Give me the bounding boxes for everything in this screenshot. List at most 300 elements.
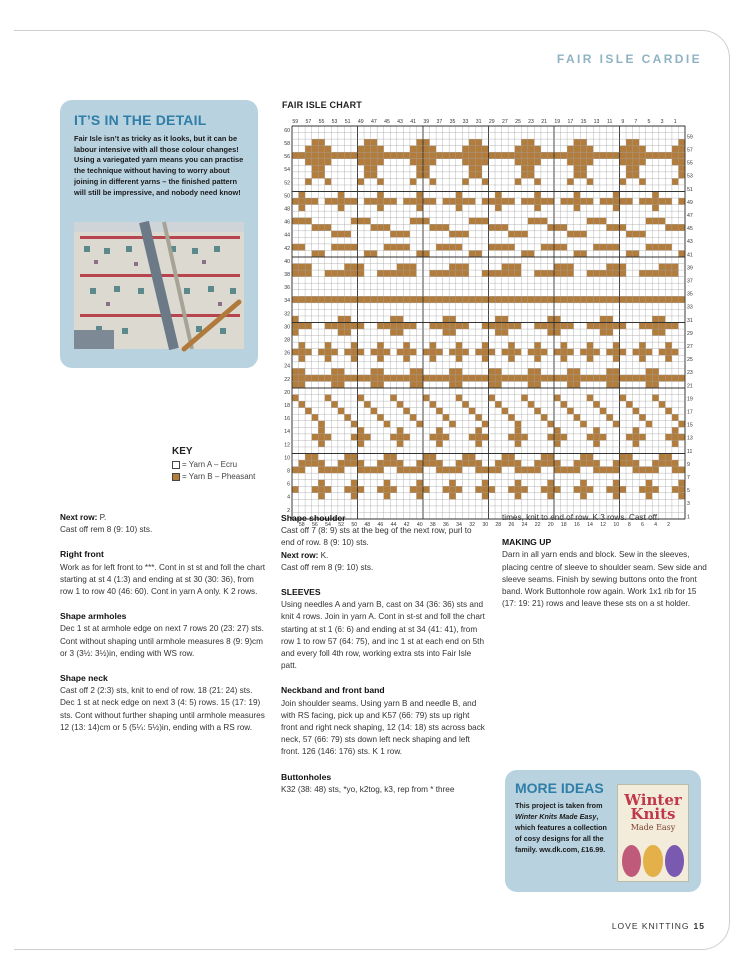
chart-stitch-b	[528, 250, 535, 257]
chart-axis-label: 55	[318, 119, 325, 125]
chart-stitch-b	[521, 159, 528, 166]
chart-axis-label: 60	[284, 127, 290, 134]
book-cover-subtitle: Made Easy	[630, 823, 676, 832]
chart-stitch-b	[672, 146, 679, 153]
chart-stitch-b	[652, 296, 659, 303]
chart-stitch-b	[521, 375, 528, 382]
key-row-yarn-a	[172, 460, 255, 469]
chart-stitch-b	[534, 152, 541, 159]
chart-stitch-b	[351, 493, 358, 500]
chart-stitch-b	[495, 316, 502, 323]
chart-stitch-b	[574, 139, 581, 146]
chart-stitch-b	[292, 296, 299, 303]
chart-stitch-b	[292, 198, 299, 205]
chart-axis-label: 4	[654, 522, 657, 528]
chart-stitch-b	[390, 152, 397, 159]
chart-axis-label: 10	[284, 455, 290, 462]
chart-stitch-b	[403, 375, 410, 382]
chart-stitch-b	[318, 296, 325, 303]
chart-stitch-b	[633, 159, 640, 166]
chart-stitch-b	[397, 460, 404, 467]
chart-stitch-b	[292, 218, 299, 225]
chart-stitch-b	[456, 342, 463, 349]
chart-stitch-b	[515, 460, 522, 467]
chart-stitch-b	[547, 152, 554, 159]
chart-stitch-b	[482, 218, 489, 225]
chart-stitch-b	[331, 368, 338, 375]
chart-axis-label: 8	[627, 522, 631, 528]
chart-stitch-b	[377, 381, 384, 388]
right-front-title: Right front	[60, 549, 104, 560]
chart-stitch-b	[633, 172, 640, 179]
chart-stitch-b	[600, 408, 607, 415]
chart-stitch-b	[508, 152, 515, 159]
chart-stitch-b	[423, 454, 430, 461]
chart-stitch-b	[456, 395, 463, 402]
chart-stitch-b	[574, 375, 581, 382]
chart-axis-label: 27	[687, 344, 693, 351]
chart-stitch-b	[331, 231, 338, 238]
chart-stitch-b	[436, 224, 443, 231]
chart-stitch-b	[462, 198, 469, 205]
chart-axis-label: 25	[515, 119, 521, 125]
chart-axis-label: 31	[687, 317, 693, 324]
chart-stitch-b	[652, 192, 659, 199]
chart-stitch-b	[580, 139, 587, 146]
chart-stitch-b	[626, 159, 633, 166]
chart-stitch-b	[567, 146, 574, 153]
chart-axis-label: 44	[390, 522, 397, 528]
chart-stitch-b	[377, 375, 384, 382]
chart-stitch-b	[521, 198, 528, 205]
chart-stitch-b	[482, 270, 489, 277]
chart-axis-label: 51	[344, 119, 351, 125]
chart-stitch-b	[613, 368, 620, 375]
chart-stitch-b	[613, 381, 620, 388]
chart-stitch-b	[606, 349, 613, 356]
chart-stitch-b	[377, 192, 384, 199]
chart-stitch-b	[331, 467, 338, 474]
chart-stitch-b	[600, 270, 607, 277]
chart-stitch-b	[403, 152, 410, 159]
chart-stitch-b	[633, 250, 640, 257]
chart-stitch-b	[423, 218, 430, 225]
chart-axis-label: 42	[284, 245, 290, 252]
chart-stitch-b	[344, 454, 351, 461]
chart-stitch-b	[371, 296, 378, 303]
chart-stitch-b	[475, 427, 482, 434]
chart-stitch-b	[456, 355, 463, 362]
chart-stitch-b	[364, 250, 371, 257]
chart-axis-label: 9	[687, 461, 690, 468]
chart-axis-label: 28	[284, 337, 290, 344]
detail-title: IT’S IN THE DETAIL	[74, 112, 207, 128]
chart-stitch-b	[469, 159, 476, 166]
chart-stitch-b	[443, 414, 450, 421]
chart-stitch-b	[338, 323, 345, 330]
chart-stitch-b	[665, 296, 672, 303]
chart-stitch-b	[351, 486, 358, 493]
chart-stitch-b	[299, 460, 306, 467]
chart-axis-label: 16	[284, 416, 290, 423]
chart-stitch-b	[443, 296, 450, 303]
chart-axis-label: 3	[660, 119, 664, 125]
chart-stitch-b	[475, 165, 482, 172]
chart-stitch-b	[292, 244, 299, 251]
chart-stitch-b	[587, 146, 594, 153]
chart-stitch-b	[416, 460, 423, 467]
chart-axis-label: 49	[687, 199, 693, 206]
chart-stitch-b	[384, 323, 391, 330]
chart-stitch-b	[338, 368, 345, 375]
chart-stitch-b	[410, 381, 417, 388]
chart-stitch-b	[593, 218, 600, 225]
chart-axis-label: 15	[580, 119, 587, 125]
chart-stitch-b	[344, 414, 351, 421]
chart-stitch-b	[449, 198, 456, 205]
chart-stitch-b	[606, 224, 613, 231]
chart-stitch-b	[495, 224, 502, 231]
chart-stitch-b	[613, 342, 620, 349]
chart-stitch-b	[312, 198, 319, 205]
chart-stitch-b	[580, 349, 587, 356]
chart-stitch-b	[541, 375, 548, 382]
chart-stitch-b	[377, 349, 384, 356]
chart-stitch-b	[574, 172, 581, 179]
chart-stitch-b	[606, 381, 613, 388]
chart-stitch-b	[672, 296, 679, 303]
chart-axis-label: 21	[687, 383, 693, 390]
chart-stitch-b	[515, 440, 522, 447]
chart-stitch-b	[665, 244, 672, 251]
chart-stitch-b	[600, 316, 607, 323]
chart-stitch-b	[672, 152, 679, 159]
chart-stitch-b	[482, 355, 489, 362]
chart-stitch-b	[462, 296, 469, 303]
chart-stitch-b	[305, 198, 312, 205]
chart-stitch-b	[397, 467, 404, 474]
chart-stitch-b	[646, 198, 653, 205]
chart-axis-label: 43	[397, 119, 403, 125]
chart-stitch-b	[325, 349, 332, 356]
chart-stitch-b	[574, 486, 581, 493]
chart-stitch-b	[325, 159, 332, 166]
chart-stitch-b	[443, 329, 450, 336]
chart-stitch-b	[626, 434, 633, 441]
chart-stitch-b	[469, 172, 476, 179]
chart-axis-label: 43	[687, 239, 693, 246]
chart-stitch-b	[534, 342, 541, 349]
chart-stitch-b	[358, 159, 365, 166]
chart-stitch-b	[390, 329, 397, 336]
chart-stitch-b	[567, 368, 574, 375]
chart-stitch-b	[541, 152, 548, 159]
chart-axis-label: 38	[284, 271, 290, 278]
chart-axis-label: 4	[287, 494, 290, 501]
chart-stitch-b	[338, 381, 345, 388]
chart-stitch-b	[344, 323, 351, 330]
chart-stitch-b	[495, 381, 502, 388]
chart-stitch-b	[351, 244, 358, 251]
chart-stitch-b	[469, 139, 476, 146]
chart-stitch-b	[430, 349, 437, 356]
chart-stitch-b	[580, 460, 587, 467]
chart-stitch-b	[358, 218, 365, 225]
more-ideas-text	[515, 800, 615, 855]
chart-stitch-b	[416, 165, 423, 172]
chart-stitch-b	[600, 434, 607, 441]
chart-axis-label: 57	[305, 119, 312, 125]
chart-stitch-b	[423, 165, 430, 172]
chart-stitch-b	[469, 296, 476, 303]
chart-stitch-b	[567, 349, 574, 356]
chart-stitch-b	[600, 198, 607, 205]
chart-stitch-b	[456, 460, 463, 467]
chart-stitch-b	[475, 375, 482, 382]
chart-stitch-b	[587, 198, 594, 205]
chart-stitch-b	[292, 323, 299, 330]
chart-stitch-b	[436, 244, 443, 251]
chart-stitch-b	[672, 224, 679, 231]
chart-stitch-b	[325, 486, 332, 493]
chart-stitch-b	[397, 440, 404, 447]
chart-stitch-b	[508, 323, 515, 330]
chart-stitch-b	[416, 152, 423, 159]
chart-stitch-b	[495, 244, 502, 251]
chart-stitch-b	[331, 244, 338, 251]
chart-stitch-b	[331, 323, 338, 330]
chart-stitch-b	[338, 408, 345, 415]
chart-stitch-b	[534, 460, 541, 467]
chart-stitch-b	[547, 323, 554, 330]
chart-stitch-b	[410, 486, 417, 493]
chart-stitch-b	[403, 355, 410, 362]
chart-stitch-b	[482, 198, 489, 205]
chart-stitch-b	[620, 198, 627, 205]
chart-axis-label: 11	[687, 448, 693, 455]
chart-stitch-b	[678, 486, 685, 493]
chart-stitch-b	[515, 480, 522, 487]
chart-stitch-b	[462, 401, 469, 408]
chart-stitch-b	[318, 493, 325, 500]
chart-stitch-b	[371, 250, 378, 257]
chart-stitch-b	[554, 395, 561, 402]
shape-shoulder-title: Shape shoulder	[281, 513, 346, 523]
chart-stitch-b	[580, 146, 587, 153]
chart-stitch-b	[587, 270, 594, 277]
chart-stitch-b	[469, 165, 476, 172]
chart-stitch-b	[410, 270, 417, 277]
chart-stitch-b	[633, 146, 640, 153]
chart-stitch-b	[620, 178, 627, 185]
chart-stitch-b	[358, 427, 365, 434]
chart-stitch-b	[436, 427, 443, 434]
chart-stitch-b	[593, 244, 600, 251]
chart-stitch-b	[639, 486, 646, 493]
chart-stitch-b	[534, 355, 541, 362]
chart-stitch-b	[567, 408, 574, 415]
chart-stitch-b	[482, 467, 489, 474]
chart-stitch-b	[449, 467, 456, 474]
chart-stitch-b	[358, 486, 365, 493]
chart-stitch-b	[364, 218, 371, 225]
chart-stitch-b	[364, 152, 371, 159]
chart-stitch-b	[299, 342, 306, 349]
chart-stitch-b	[646, 375, 653, 382]
chart-stitch-b	[495, 368, 502, 375]
chart-axis-label: 50	[351, 522, 358, 528]
chart-axis-label: 30	[284, 324, 290, 331]
chart-stitch-b	[580, 250, 587, 257]
chart-stitch-b	[338, 316, 345, 323]
chart-stitch-b	[587, 434, 594, 441]
chart-stitch-b	[292, 316, 299, 323]
key-row-yarn-b	[172, 472, 255, 481]
chart-stitch-b	[528, 375, 535, 382]
chart-stitch-b	[521, 467, 528, 474]
chart-stitch-b	[292, 349, 299, 356]
chart-stitch-b	[475, 172, 482, 179]
chart-stitch-b	[475, 152, 482, 159]
chart-axis-label: 23	[687, 370, 693, 377]
chart-axis-label: 14	[284, 429, 290, 436]
chart-stitch-b	[416, 192, 423, 199]
chart-stitch-b	[574, 192, 581, 199]
chart-stitch-b	[318, 434, 325, 441]
chart-stitch-b	[580, 296, 587, 303]
next-row-label: Next row:	[60, 513, 98, 522]
chart-stitch-b	[344, 198, 351, 205]
chart-stitch-b	[495, 270, 502, 277]
chart-stitch-b	[416, 486, 423, 493]
chart-stitch-b	[331, 401, 338, 408]
chart-stitch-b	[502, 375, 509, 382]
chart-stitch-b	[502, 264, 509, 271]
chart-stitch-b	[626, 401, 633, 408]
chart-stitch-b	[665, 460, 672, 467]
chart-stitch-b	[534, 218, 541, 225]
chart-stitch-b	[613, 244, 620, 251]
chart-stitch-b	[665, 264, 672, 271]
chart-stitch-b	[299, 381, 306, 388]
chart-axis-label: 22	[284, 376, 290, 383]
chart-stitch-b	[587, 323, 594, 330]
chart-stitch-b	[462, 270, 469, 277]
chart-stitch-b	[331, 198, 338, 205]
chart-stitch-b	[646, 244, 653, 251]
chart-axis-label: 48	[284, 206, 290, 213]
sleeves-title: SLEEVES	[281, 587, 321, 598]
chart-stitch-b	[508, 454, 515, 461]
chart-stitch-b	[600, 329, 607, 336]
key-yarn-a-label: = Yarn A – Ecru	[182, 460, 238, 469]
chart-stitch-b	[495, 323, 502, 330]
chart-stitch-b	[613, 198, 620, 205]
chart-stitch-b	[613, 493, 620, 500]
chart-stitch-b	[678, 493, 685, 500]
chart-stitch-b	[593, 296, 600, 303]
chart-stitch-b	[574, 205, 581, 212]
chart-stitch-b	[443, 152, 450, 159]
chart-stitch-b	[515, 434, 522, 441]
chart-stitch-b	[416, 205, 423, 212]
chart-stitch-b	[489, 349, 496, 356]
chart-stitch-b	[305, 454, 312, 461]
chart-stitch-b	[305, 159, 312, 166]
chart-stitch-b	[410, 152, 417, 159]
book-cover	[617, 784, 689, 882]
chart-stitch-b	[292, 368, 299, 375]
chart-stitch-b	[508, 270, 515, 277]
chart-stitch-b	[593, 401, 600, 408]
chart-stitch-b	[541, 460, 548, 467]
chart-stitch-b	[495, 192, 502, 199]
chart-stitch-b	[456, 368, 463, 375]
chart-stitch-b	[659, 460, 666, 467]
chart-stitch-b	[305, 375, 312, 382]
chart-stitch-b	[312, 146, 319, 153]
chart-stitch-b	[659, 316, 666, 323]
chart-stitch-b	[416, 480, 423, 487]
chart-stitch-b	[521, 395, 528, 402]
chart-stitch-b	[515, 421, 522, 428]
chart-stitch-b	[443, 198, 450, 205]
chart-axis-label: 18	[284, 402, 290, 409]
chart-stitch-b	[606, 368, 613, 375]
chart-axis-label: 56	[312, 522, 318, 528]
chart-stitch-b	[600, 323, 607, 330]
chart-stitch-b	[436, 440, 443, 447]
chart-axis-label: 48	[364, 522, 371, 528]
chart-stitch-b	[574, 146, 581, 153]
chart-stitch-b	[364, 172, 371, 179]
key-title: KEY	[172, 446, 193, 457]
chart-axis-label: 39	[687, 265, 693, 272]
chart-axis-label: 54	[325, 522, 331, 528]
chart-stitch-b	[659, 296, 666, 303]
chart-stitch-b	[606, 329, 613, 336]
chart-stitch-b	[292, 152, 299, 159]
more-ideas-book-name: Winter Knits Made Easy	[515, 812, 597, 821]
chart-stitch-b	[397, 329, 404, 336]
chart-stitch-b	[646, 349, 653, 356]
chart-stitch-b	[430, 159, 437, 166]
chart-stitch-b	[410, 414, 417, 421]
chart-stitch-b	[633, 427, 640, 434]
chart-stitch-b	[338, 296, 345, 303]
chart-stitch-b	[495, 205, 502, 212]
chart-stitch-b	[338, 460, 345, 467]
chart-stitch-b	[430, 460, 437, 467]
chart-stitch-b	[312, 460, 319, 467]
chart-stitch-b	[547, 316, 554, 323]
chart-axis-label: 45	[687, 226, 693, 233]
chart-stitch-b	[430, 342, 437, 349]
chart-stitch-b	[397, 434, 404, 441]
chart-axis-label: 49	[357, 119, 364, 125]
chart-stitch-b	[449, 329, 456, 336]
chart-stitch-b	[410, 375, 417, 382]
chart-stitch-b	[475, 486, 482, 493]
chart-stitch-b	[449, 323, 456, 330]
chart-stitch-b	[508, 460, 515, 467]
chart-stitch-b	[593, 349, 600, 356]
chart-stitch-b	[390, 395, 397, 402]
next-row-text: P.	[99, 513, 107, 522]
chart-stitch-b	[318, 250, 325, 257]
chart-axis-label: 26	[508, 522, 515, 528]
chart-stitch-b	[495, 401, 502, 408]
